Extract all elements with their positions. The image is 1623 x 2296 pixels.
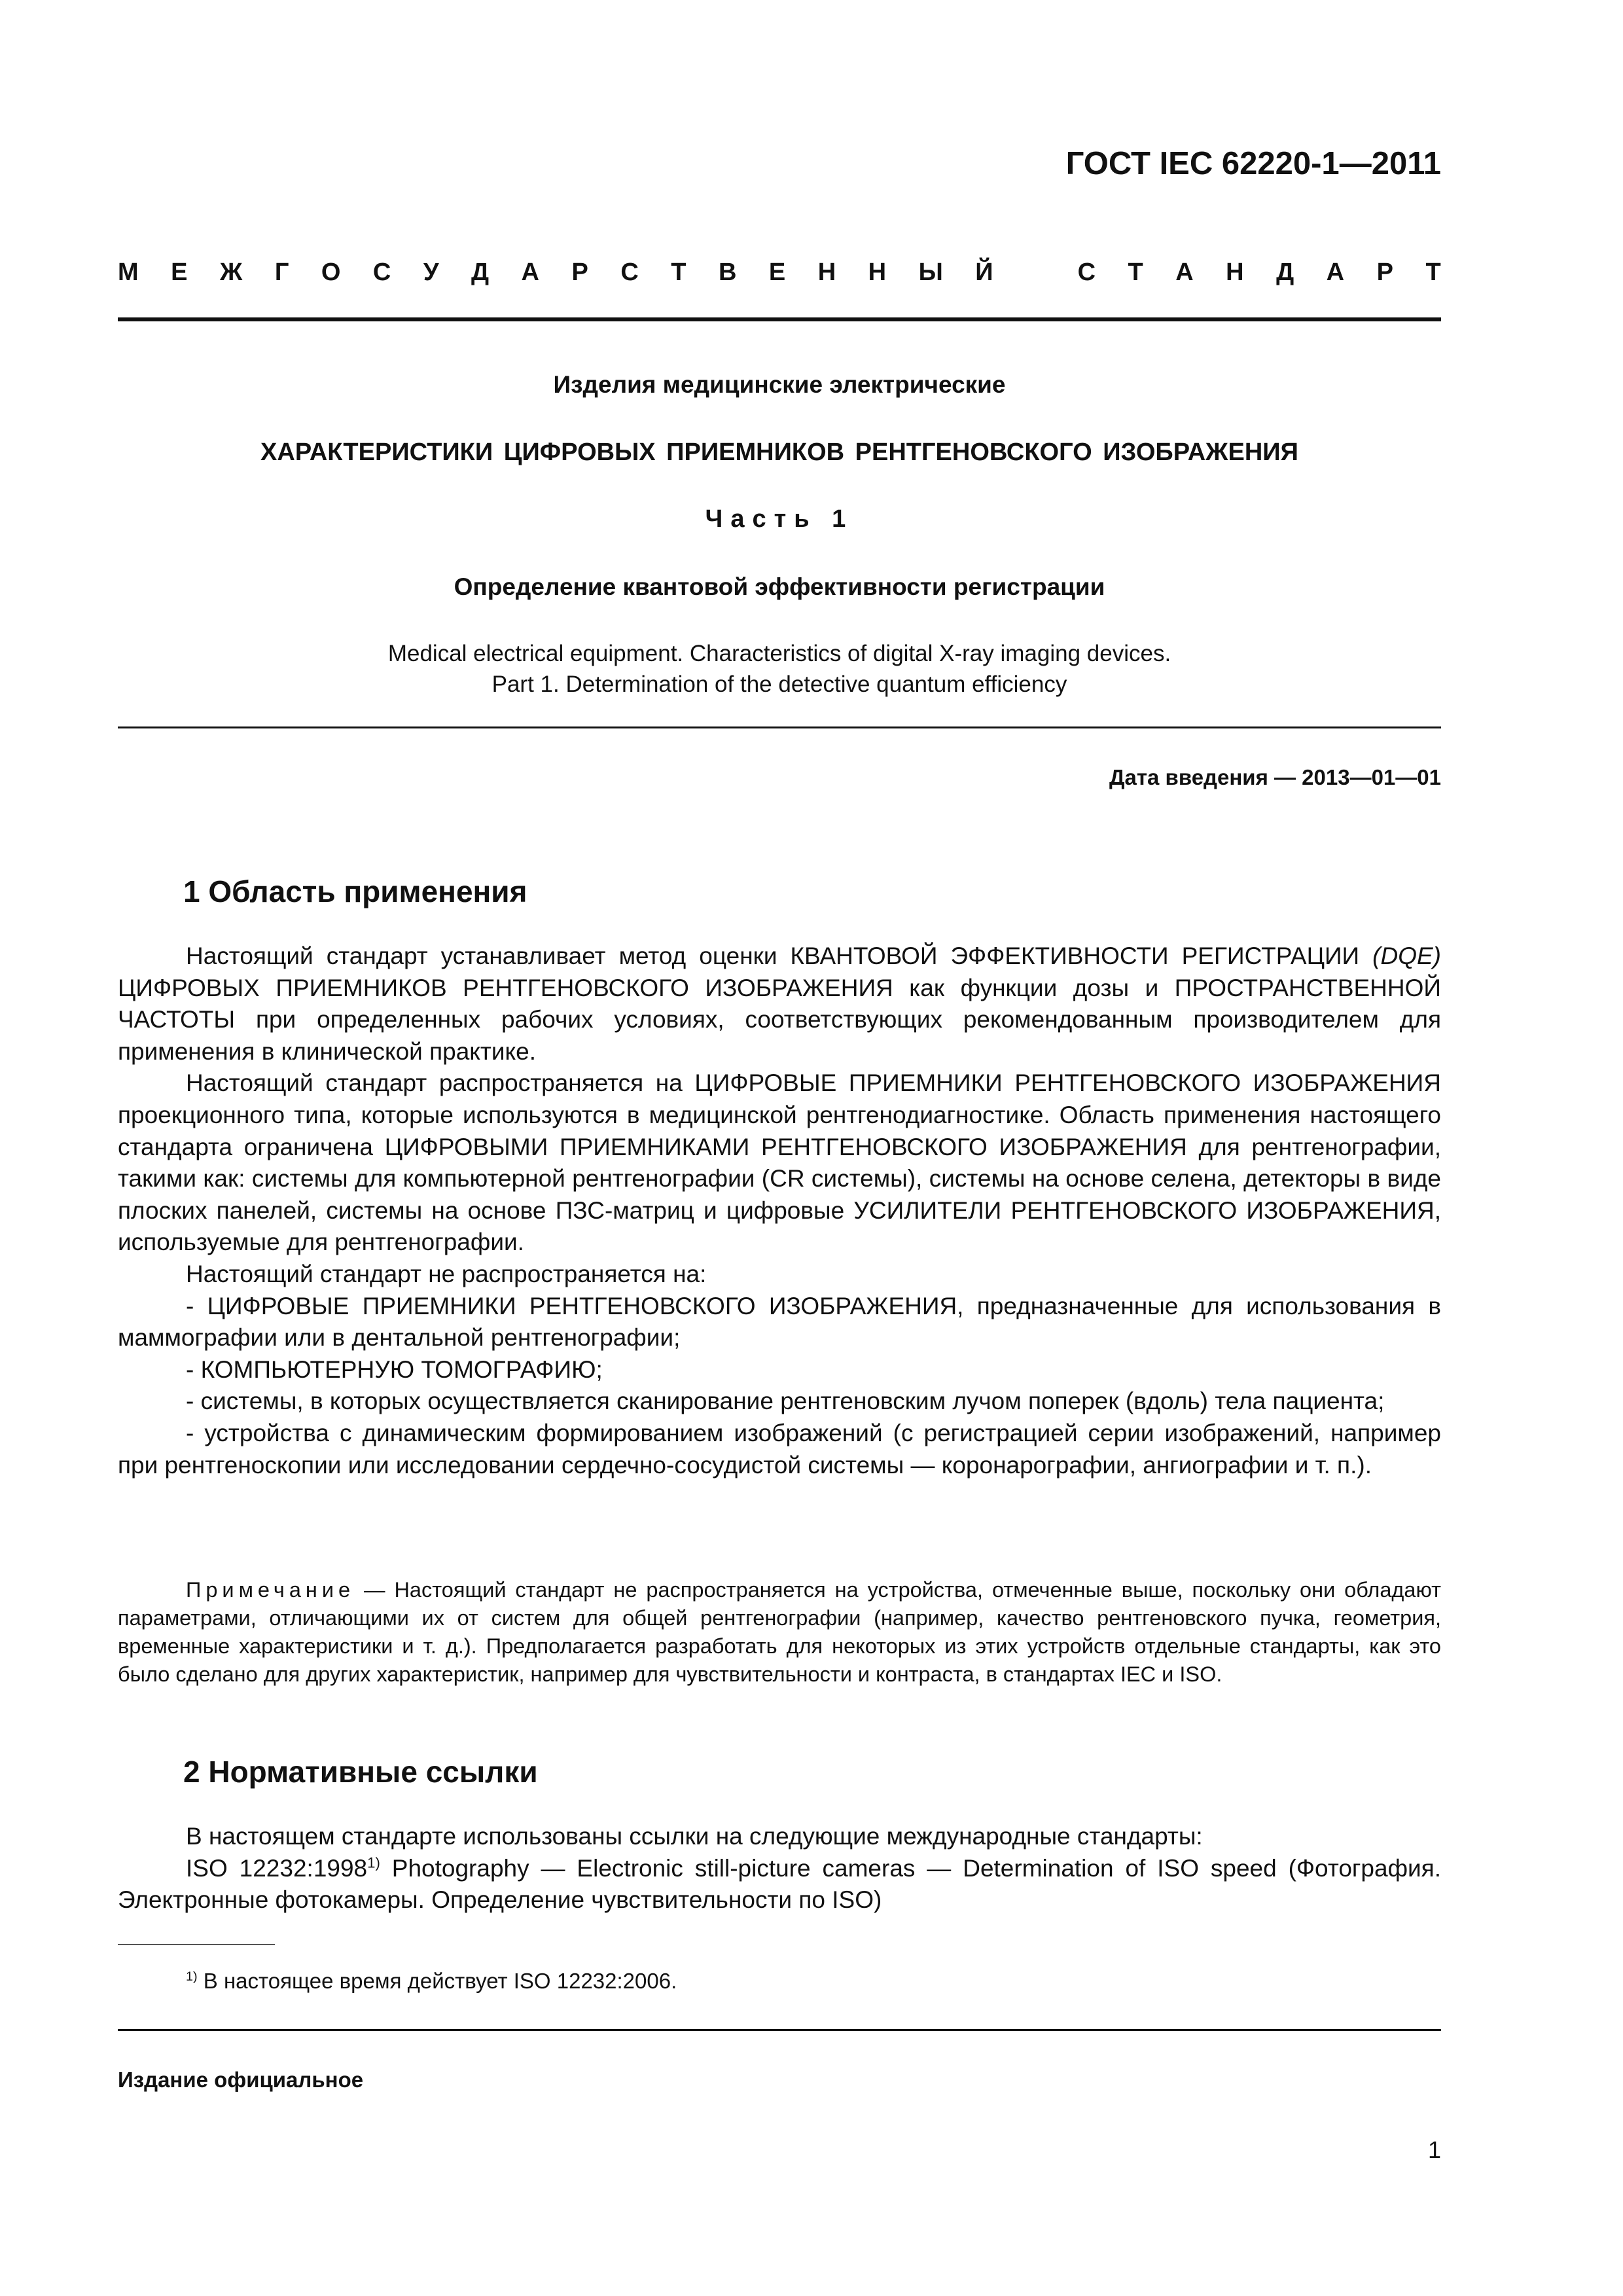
section-2-paragraph-1: В настоящем стандарте использованы ссылки на следующие международные стандарты:: [186, 1823, 1203, 1850]
section-1-paragraph-3: Настоящий стандарт не распространяется на:: [186, 1260, 707, 1287]
section-1-heading: 1 Область применения: [183, 874, 527, 908]
page-number: 1: [1427, 2136, 1441, 2163]
standard-type-letter: Р: [571, 259, 588, 286]
standard-type-letter: А: [1326, 259, 1345, 286]
standard-type-letter: А: [521, 259, 539, 286]
standard-type-letter: Ы: [918, 259, 943, 286]
standard-type-letter: В: [718, 259, 737, 286]
standard-type-letter: Н: [817, 259, 836, 286]
standard-type-letter: Н: [1226, 259, 1244, 286]
section-1-paragraph-2: Настоящий стандарт распространяется на ЦИФРОВЫЕ ПРИЕМНИКИ РЕНТГЕНОВСКОГО ИЗОБРАЖЕНИЯ проекционного типа, которые используются в медицинской рентгенодиагностике. Область применения настоящего стандарта ограничена ЦИФРОВЫМИ ПРИЕМНИКАМИ РЕНТГЕНОВСКОГО ИЗОБРАЖЕНИЯ для рентгенографии, такими как: системы для компьютерной рентгенографии (CR системы), системы на основе селена, детекторы в виде плоских панелей, системы на основе ПЗС-матриц и цифровые УСИЛИТЕЛИ РЕНТГЕНОВСКОГО ИЗОБРАЖЕНИЯ, используемые для рентгенографии.: [118, 1069, 1441, 1256]
section-2-body: [118, 1821, 1441, 1916]
note-block: [118, 1576, 1441, 1689]
official-edition-label: Издание официальное: [118, 2068, 364, 2092]
introduction-date: Дата введения — 2013—01—01: [1109, 765, 1441, 789]
list-item: - устройства с динамическим формированием изображений (с регистрацией серии изображений, например при рентгеноскопии или исследовании сердечно-сосудистой системы — коронарографии, ангиографии и т. п.).: [118, 1419, 1441, 1479]
standard-type-letter: Г: [274, 259, 289, 286]
title-line-4: Определение квантовой эффективности регистрации: [454, 573, 1105, 600]
note-text: — Настоящий стандарт не распространяется на устройства, отмеченные выше, поскольку они обладают параметрами, отличающими их от систем для общей рентгенографии (например, качество рентгеновского пучка, геометрия, временные характеристики и т. д.). Предполагается разработать для некоторых из этих устройств отдельные стандарты, как это было сделано для других характеристик, например для чувствительности и контраста, в стандартах IEC и ISO.: [118, 1578, 1441, 1686]
footer-rule: [118, 2029, 1441, 2031]
standard-type-letter: Н: [868, 259, 887, 286]
note-label: Примечание: [186, 1578, 355, 1602]
standard-type-letter: Е: [768, 259, 786, 286]
standard-type-letter: А: [1175, 259, 1194, 286]
title-line-2: ХАРАКТЕРИСТИКИ ЦИФРОВЫХ ПРИЕМНИКОВ РЕНТГЕНОВСКОГО ИЗОБРАЖЕНИЯ: [260, 439, 1298, 466]
standard-type-letter: Е: [171, 259, 188, 286]
list-item: - КОМПЬЮТЕРНУЮ ТОМОГРАФИЮ;: [186, 1355, 603, 1383]
title-part: Часть 1: [705, 505, 854, 533]
standard-type-letter: Й: [975, 259, 993, 286]
english-title: [118, 638, 1441, 700]
list-item: - ЦИФРОВЫЕ ПРИЕМНИКИ РЕНТГЕНОВСКОГО ИЗОБРАЖЕНИЯ, предназначенные для использования в маммографии или в дентальной рентгенографии;: [118, 1292, 1441, 1352]
english-title-line-2: Part 1. Determination of the detective quantum efficiency: [491, 672, 1067, 697]
footnote-rule: [118, 1944, 275, 1945]
footnote-mark: 1): [186, 1969, 198, 1984]
standard-type-letter: Р: [1376, 259, 1393, 286]
standard-type-letter: С: [372, 259, 391, 286]
dqe-abbr: (DQE): [1372, 942, 1441, 969]
list-item: - системы, в которых осуществляется сканирование рентгеновским лучом поперек (вдоль) тела пациента;: [186, 1388, 1385, 1415]
standard-type-letter: Т: [1425, 259, 1441, 286]
header-rule: [118, 317, 1441, 321]
english-title-line-1: Medical electrical equipment. Characteristics of digital X-ray imaging devices.: [387, 641, 1171, 666]
standard-type-heading: [118, 259, 1441, 287]
standard-type-letter: [1026, 259, 1045, 287]
standard-type-letter: Д: [471, 259, 490, 286]
standard-type-letter: С: [1077, 259, 1096, 286]
standard-type-letter: С: [620, 259, 639, 286]
title-line-1: Изделия медицинские электрические: [553, 371, 1006, 398]
section-1-paragraph-1: Настоящий стандарт устанавливает метод оценки КВАНТОВОЙ ЭФФЕКТИВНОСТИ РЕГИСТРАЦИИ (DQE) ЦИФРОВЫХ ПРИЕМНИКОВ РЕНТГЕНОВСКОГО ИЗОБРАЖЕНИЯ как функции дозы и ПРОСТРАНСТВЕННОЙ ЧАСТОТЫ при определенных рабочих условиях, соответствующих рекомендованным производителем для применения в клинической практике.: [118, 942, 1441, 1065]
section-2-heading: 2 Нормативные ссылки: [183, 1755, 538, 1789]
footnote-ref: 1): [367, 1854, 380, 1871]
footnote-text: В настоящее время действует ISO 12232:2006.: [197, 1969, 677, 1993]
footnote: [186, 1969, 677, 1994]
document-code: ГОСТ IEC 62220-1—2011: [1065, 146, 1441, 181]
reference-iso-12232: ISO 12232:1998$^{1)}$ Photography — Electronic still-picture cameras — Determination of ISO speed (Фотография. Электронные фотокамеры. Определение чувствительности по ISO): [118, 1854, 1442, 1914]
standard-type-letter: Т: [671, 259, 687, 286]
section-1-body: [118, 941, 1441, 1481]
title-rule: [118, 726, 1441, 728]
standard-type-letter: Ж: [219, 259, 243, 286]
standard-type-letter: М: [118, 259, 139, 286]
standard-type-letter: Д: [1276, 259, 1294, 286]
standard-type-letter: Т: [1128, 259, 1143, 286]
standard-type-letter: О: [321, 259, 341, 286]
standard-type-letter: У: [423, 259, 439, 286]
